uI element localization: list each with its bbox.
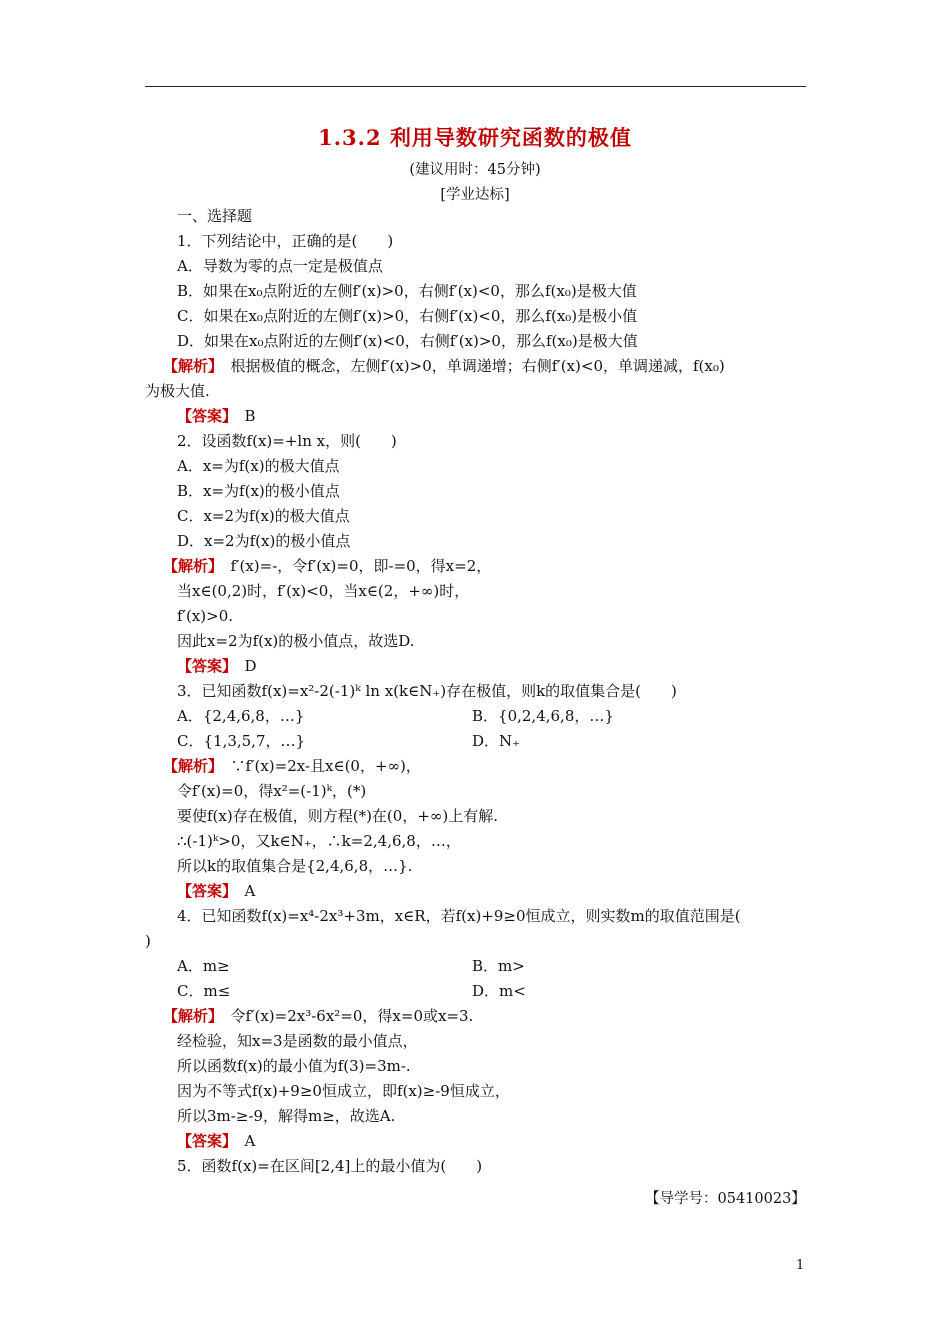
- guide-number: 【导学号：05410023】: [645, 1191, 806, 1207]
- text-line: [177, 1157, 482, 1175]
- text-line: [177, 832, 461, 850]
- line-text: B．x=为f(x)的极小值点: [177, 482, 340, 500]
- text-line: [163, 1007, 473, 1025]
- line-text: 2．设函数f(x)=+ln x，则( ): [177, 432, 397, 450]
- text-line: [472, 707, 614, 725]
- text-line: [177, 607, 233, 625]
- line-text: A．导数为零的点一定是极值点: [177, 257, 383, 275]
- line-text: D: [229, 657, 257, 675]
- section-heading: 一、选择题: [177, 207, 253, 225]
- line-text: D．m<: [472, 982, 526, 1000]
- line-text: 要使f(x)存在极值，则方程(*)在(0，+∞)上有解.: [177, 807, 499, 825]
- text-line: [163, 557, 491, 575]
- line-text: D．N₊: [472, 732, 521, 750]
- text-line: [472, 732, 520, 750]
- page-number: 1: [796, 1258, 805, 1273]
- answer-tag: 【答案】: [177, 657, 230, 675]
- text-line: [472, 982, 526, 1000]
- line-text: C．x=2为f(x)的极大值点: [177, 507, 350, 525]
- line-text: A．x=为f(x)的极大值点: [177, 457, 340, 475]
- line-text: 当x∈(0,2)时，f′(x)<0，当x∈(2，+∞)时，: [177, 582, 470, 600]
- text-line: [177, 507, 350, 525]
- analysis-tag: 【解析】: [163, 557, 216, 575]
- text-line: [177, 807, 498, 825]
- line-text: 所以3m-≥-9，解得m≥，故选A.: [177, 1107, 396, 1125]
- line-text: f′(x)>0.: [177, 607, 234, 625]
- page-title: 1.3.2 利用导数研究函数的极值: [318, 125, 632, 150]
- text-line: [472, 957, 525, 975]
- line-text: 根据极值的概念，左侧f′(x)>0，单调递增；右侧f′(x)<0，单调递减，f(x₀): [215, 357, 725, 375]
- answer-tag: 【答案】: [177, 1132, 230, 1150]
- text-line: [177, 957, 230, 975]
- text-line: [177, 332, 638, 350]
- level-label: [学业达标]: [440, 187, 510, 203]
- line-text: A: [229, 882, 256, 900]
- text-line: [177, 307, 637, 325]
- line-text: B: [229, 407, 256, 425]
- text-line: [177, 482, 340, 500]
- text-line: [177, 1057, 411, 1075]
- line-text: C．m≤: [177, 982, 231, 1000]
- text-line: [145, 382, 210, 400]
- text-line: [177, 657, 257, 675]
- text-line: [163, 757, 421, 775]
- line-text: 因此x=2为f(x)的极小值点，故选D.: [177, 632, 415, 650]
- text-line: [177, 782, 366, 800]
- line-text: 1．下列结论中，正确的是( ): [177, 232, 394, 250]
- text-line: [177, 907, 741, 925]
- line-text: C．{1,3,5,7，…}: [177, 732, 306, 750]
- line-text: D．如果在x₀点附近的左侧f′(x)<0，右侧f′(x)>0，那么f(x₀)是极大值: [177, 332, 638, 350]
- line-text: 5．函数f(x)=在区间[2,4]上的最小值为( ): [177, 1157, 483, 1175]
- text-line: [177, 257, 383, 275]
- text-line: [177, 232, 393, 250]
- line-text: 为极大值.: [145, 382, 210, 400]
- line-text: A．m≥: [177, 957, 230, 975]
- line-text: A: [229, 1132, 256, 1150]
- text-line: [177, 1132, 255, 1150]
- text-line: [177, 432, 397, 450]
- line-text: 令f′(x)=0，得x²=(-1)ᵏ，(*): [177, 782, 367, 800]
- line-text: D．x=2为f(x)的极小值点: [177, 532, 351, 550]
- line-text: ∵f′(x)=2x-且x∈(0，+∞)，: [215, 757, 421, 775]
- line-text: B．m>: [472, 957, 525, 975]
- line-text: B．如果在x₀点附近的左侧f′(x)>0，右侧f′(x)<0，那么f(x₀)是极大值: [177, 282, 637, 300]
- text-line: [177, 1107, 395, 1125]
- line-text: 因为不等式f(x)+9≥0恒成立，即f(x)≥-9恒成立，: [177, 1082, 510, 1100]
- time-note: (建议用时：45分钟): [409, 162, 541, 178]
- text-line: [177, 457, 340, 475]
- line-text: ∴(-1)ᵏ>0，又k∈N₊，∴k=2,4,6,8，…，: [177, 832, 461, 850]
- text-line: [145, 932, 151, 950]
- line-text: ): [145, 932, 151, 950]
- header-rule: [145, 86, 806, 87]
- line-text: 令f′(x)=2x³-6x²=0，得x=0或x=3.: [215, 1007, 474, 1025]
- text-line: [177, 407, 256, 425]
- text-line: [177, 857, 412, 875]
- line-text: 所以k的取值集合是{2,4,6,8，…}.: [177, 857, 413, 875]
- text-line: [163, 357, 725, 375]
- text-line: [177, 582, 469, 600]
- analysis-tag: 【解析】: [163, 357, 216, 375]
- text-line: [177, 732, 305, 750]
- text-line: [177, 1032, 418, 1050]
- line-text: f′(x)=-，令f′(x)=0，即-=0，得x=2，: [215, 557, 492, 575]
- text-line: [177, 1082, 510, 1100]
- line-text: B．{0,2,4,6,8，…}: [472, 707, 614, 725]
- analysis-tag: 【解析】: [163, 1007, 216, 1025]
- line-text: 4．已知函数f(x)=x⁴-2x³+3m，x∈R，若f(x)+9≥0恒成立，则实数m的取值范围是(: [177, 907, 741, 925]
- line-text: 3．已知函数f(x)=x²-2(-1)ᵏ ln x(k∈N₊)存在极值，则k的取值集合是( ): [177, 682, 677, 700]
- text-line: [177, 707, 304, 725]
- line-text: 所以函数f(x)的最小值为f(3)=3m-.: [177, 1057, 411, 1075]
- line-text: 经检验，知x=3是函数的最小值点，: [177, 1032, 418, 1050]
- answer-tag: 【答案】: [177, 882, 230, 900]
- text-line: [177, 282, 637, 300]
- text-line: [177, 882, 255, 900]
- line-text: C．如果在x₀点附近的左侧f′(x)>0，右侧f′(x)<0，那么f(x₀)是极小值: [177, 307, 638, 325]
- text-line: [177, 532, 350, 550]
- text-line: [177, 682, 677, 700]
- text-line: [177, 632, 415, 650]
- answer-tag: 【答案】: [177, 407, 230, 425]
- line-text: A．{2,4,6,8，…}: [177, 707, 305, 725]
- text-line: [177, 982, 230, 1000]
- analysis-tag: 【解析】: [163, 757, 216, 775]
